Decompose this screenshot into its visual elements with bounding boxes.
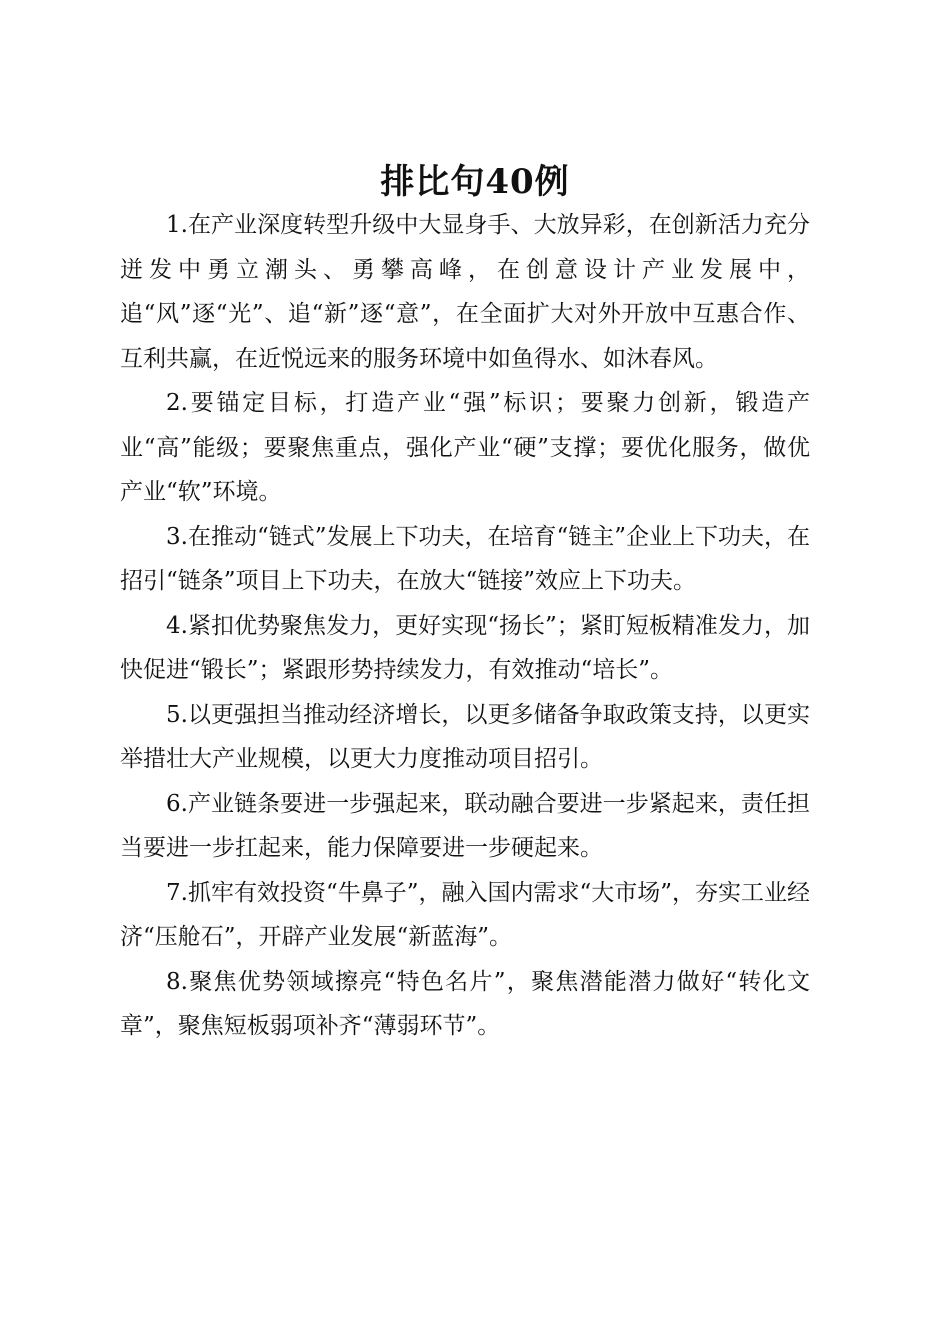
document-body [120, 203, 810, 1049]
paragraph-8: 8.聚焦优势领域擦亮“特色名片”，聚焦潜能潜力做好“转化文章”，聚焦短板弱项补齐“薄弱环节”。 [120, 968, 810, 1039]
document-title: 排比句40例 [380, 161, 570, 202]
paragraph-4: 4.紧扣优势聚焦发力，更好实现“扬长”；紧盯短板精准发力，加快促进“锻长”；紧跟形势持续发力，有效推动“培长”。 [120, 612, 810, 683]
paragraph-3: 3.在推动“链式”发展上下功夫，在培育“链主”企业上下功夫，在招引“链条”项目上下功夫，在放大“链接”效应上下功夫。 [120, 523, 810, 594]
paragraph-2: 2.要锚定目标，打造产业“强”标识；要聚力创新，锻造产业“高”能级；要聚焦重点，强化产业“硬”支撑；要优化服务，做优产业“软”环境。 [120, 390, 810, 505]
paragraph-6: 6.产业链条要进一步强起来，联动融合要进一步紧起来，责任担当要进一步扛起来，能力保障要进一步硬起来。 [120, 790, 810, 861]
paragraph-1: 1.在产业深度转型升级中大显身手、大放异彩，在创新活力充分迸发中勇立潮头、勇攀高峰，在创意设计产业发展中，追“风”逐“光”、追“新”逐“意”，在全面扩大对外开放中互惠合作、互利共赢，在近悦远来的服务环境中如鱼得水、如沐春风。 [120, 212, 810, 372]
paragraph-7: 7.抓牢有效投资“牛鼻子”，融入国内需求“大市场”，夯实工业经济“压舱石”，开辟产业发展“新蓝海”。 [120, 879, 810, 950]
paragraph-5: 5.以更强担当推动经济增长，以更多储备争取政策支持，以更实举措壮大产业规模，以更大力度推动项目招引。 [120, 701, 810, 772]
